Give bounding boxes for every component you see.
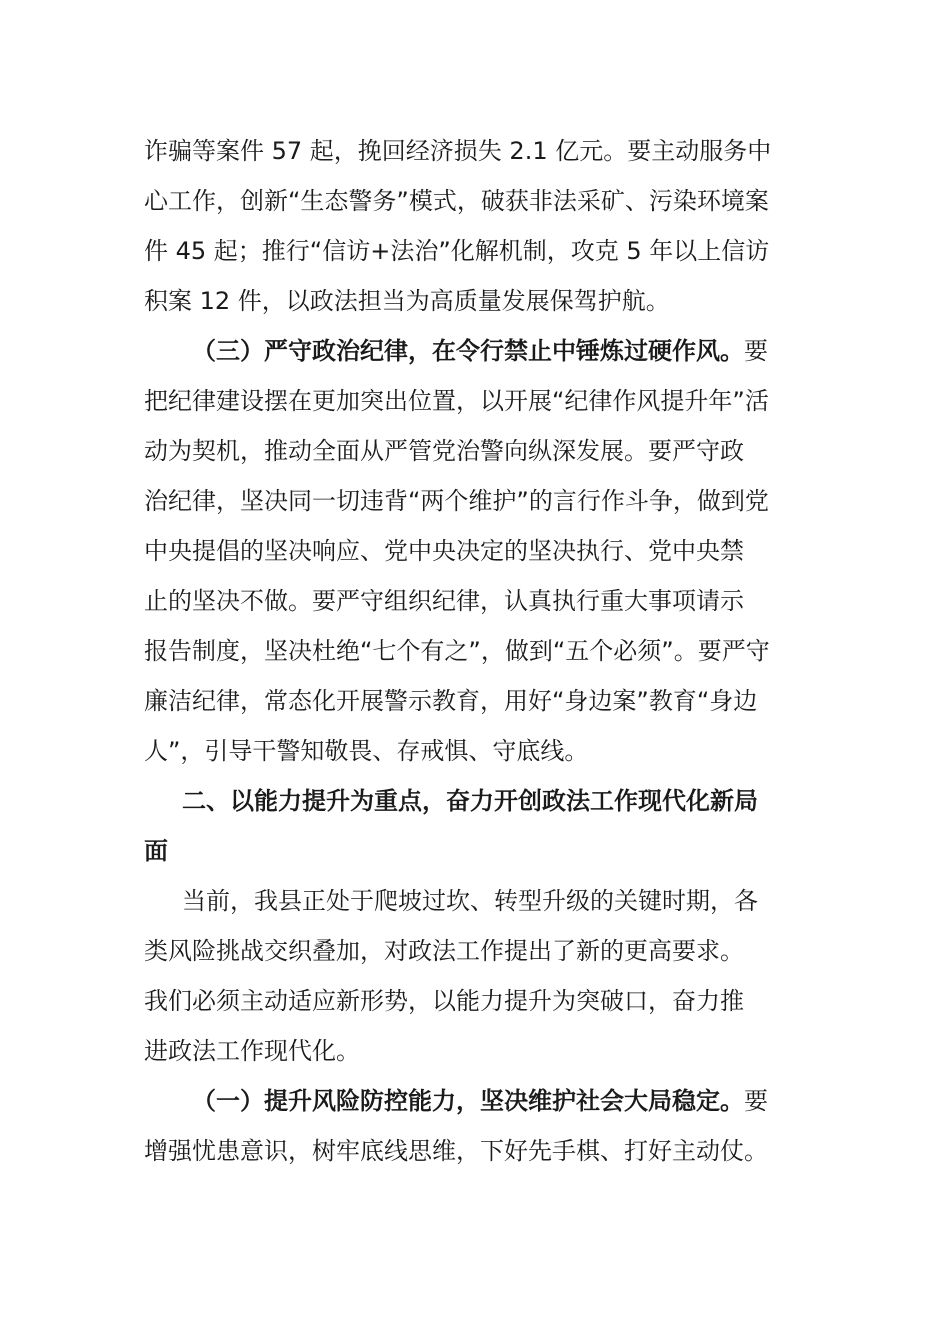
section-3-first-tail: 要 bbox=[744, 337, 768, 365]
paragraph-line: 人”，引导干警知敬畏、存戒惧、守底线。 bbox=[144, 737, 589, 765]
paragraph-line: 廉洁纪律，常态化开展警示教育，用好“身边案”教育“身边 bbox=[144, 687, 758, 715]
section-3-heading: （三）严守政治纪律，在令行禁止中锤炼过硬作风。 bbox=[192, 337, 744, 365]
section-1-first-tail: 要 bbox=[744, 1087, 768, 1115]
paragraph-line: 诈骗等案件 57 起，挽回经济损失 2.1 亿元。要主动服务中 bbox=[144, 137, 772, 165]
paragraph-line: 积案 12 件，以政法担当为高质量发展保驾护航。 bbox=[144, 287, 670, 315]
section-3-first-line bbox=[144, 326, 804, 376]
paragraph-line: 动为契机，推动全面从严管党治警向纵深发展。要严守政 bbox=[144, 437, 744, 465]
paragraph-line: 类风险挑战交织叠加，对政法工作提出了新的更高要求。 bbox=[144, 937, 744, 965]
paragraph-line: 我们必须主动适应新形势，以能力提升为突破口，奋力推 bbox=[144, 987, 744, 1015]
paragraph-line: 当前，我县正处于爬坡过坎、转型升级的关键时期，各 bbox=[182, 887, 758, 915]
paragraph-line: 治纪律，坚决同一切违背“两个维护”的言行作斗争，做到党 bbox=[144, 487, 769, 515]
paragraph-line: 心工作，创新“生态警务”模式，破获非法采矿、污染环境案 bbox=[144, 187, 769, 215]
part-2-heading: 二、以能力提升为重点，奋力开创政法工作现代化新局 bbox=[182, 787, 758, 815]
paragraph-line: 止的坚决不做。要严守组织纪律，认真执行重大事项请示 bbox=[144, 587, 744, 615]
paragraph-line: 把纪律建设摆在更加突出位置，以开展“纪律作风提升年”活 bbox=[144, 387, 769, 415]
paragraph-line: 增强忧患意识，树牢底线思维，下好先手棋、打好主动仗。 bbox=[144, 1137, 768, 1165]
part-2-heading-continued: 面 bbox=[144, 837, 168, 865]
paragraph-line: 进政法工作现代化。 bbox=[144, 1037, 360, 1065]
document-page bbox=[144, 126, 804, 1176]
section-1-heading: （一）提升风险防控能力，坚决维护社会大局稳定。 bbox=[192, 1087, 744, 1115]
paragraph-line: 件 45 起；推行“信访+法治”化解机制，攻克 5 年以上信访 bbox=[144, 237, 770, 265]
paragraph-line: 报告制度，坚决杜绝“七个有之”，做到“五个必须”。要严守 bbox=[144, 637, 770, 665]
paragraph-line: 中央提倡的坚决响应、党中央决定的坚决执行、党中央禁 bbox=[144, 537, 744, 565]
section-1-first-line bbox=[144, 1076, 804, 1126]
